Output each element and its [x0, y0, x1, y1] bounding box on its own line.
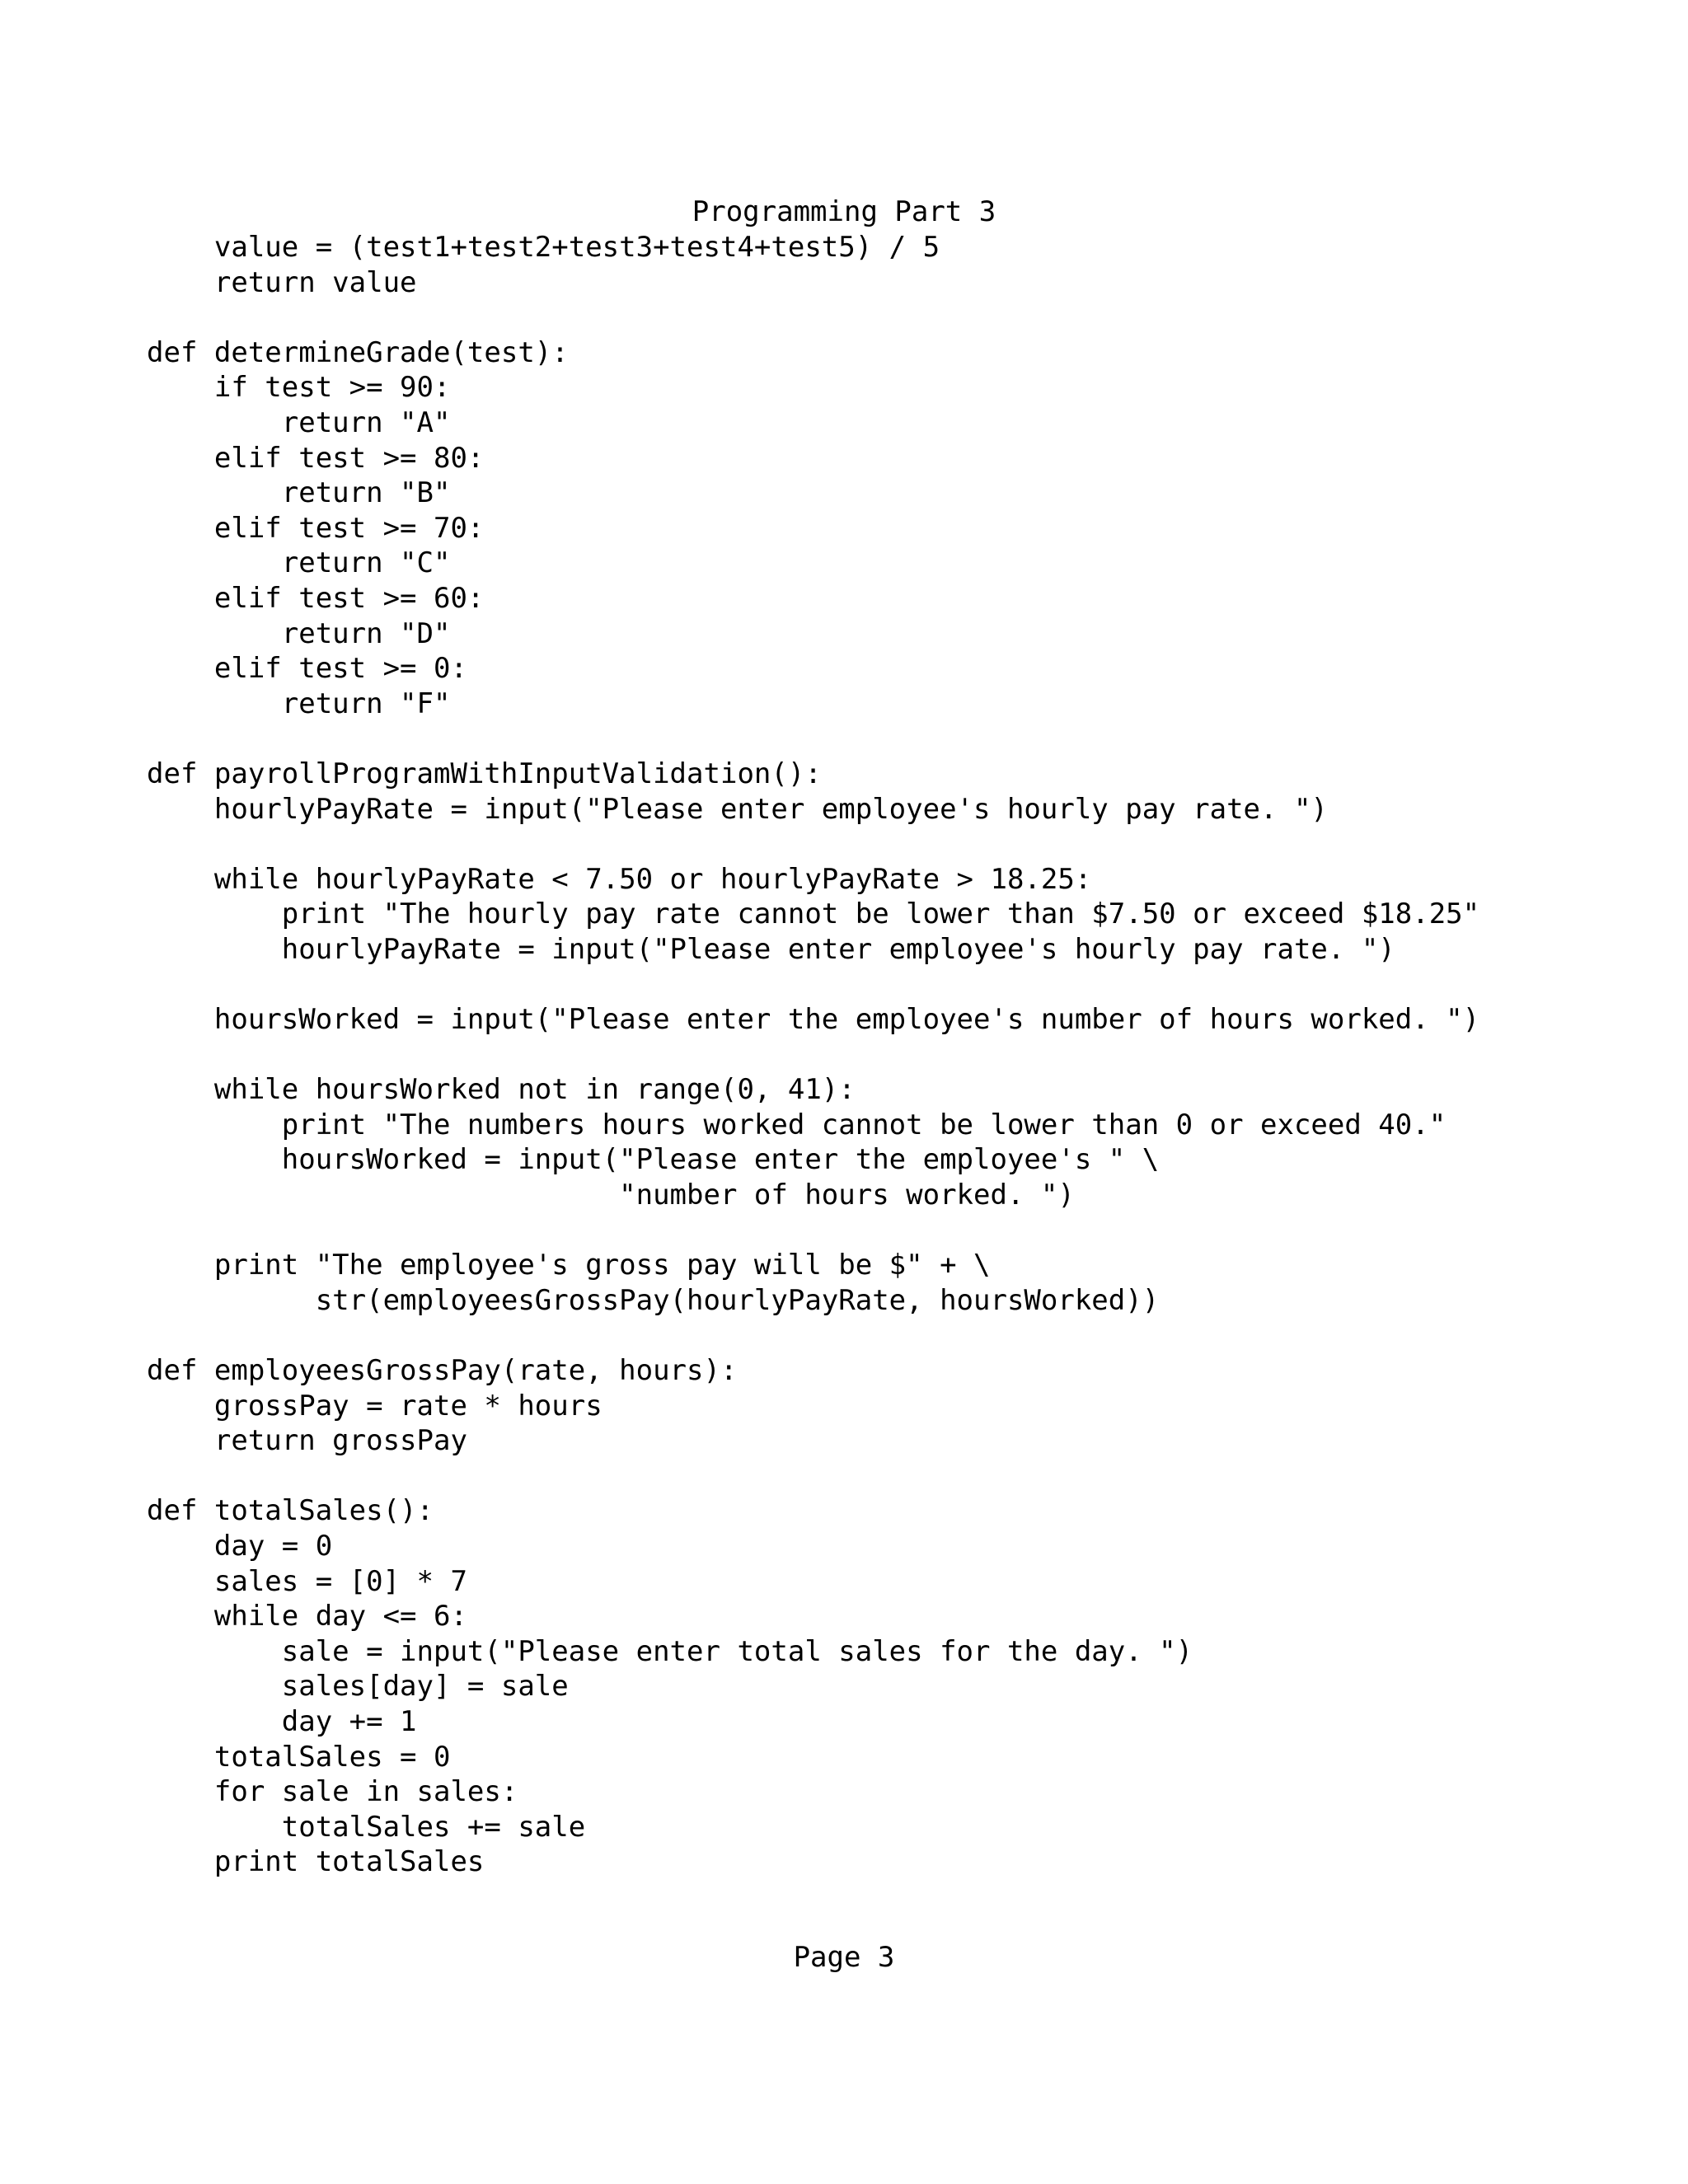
code-line: totalSales += sale [147, 1810, 586, 1844]
code-line: sale = input("Please enter total sales for the day. ") [147, 1634, 1193, 1668]
code-line: value = (test1+test2+test3+test4+test5) / 5 [147, 231, 940, 264]
code-line: return "A" [147, 405, 451, 439]
code-line: return value [147, 265, 417, 299]
code-line: sales[day] = sale [147, 1670, 569, 1704]
code-line: return "B" [147, 476, 451, 510]
code-line: print "The numbers hours worked cannot be lower than 0 or exceed 40." [147, 1108, 1447, 1141]
code-line [147, 1213, 1479, 1249]
code-line: totalSales = 0 [147, 1740, 451, 1774]
code-line: elif test >= 80: [147, 441, 485, 475]
code-line: grossPay = rate * hours [147, 1389, 603, 1422]
code-line: print "The hourly pay rate cannot be lower than $7.50 or exceed $18.25" [147, 898, 1480, 931]
code-line: elif test >= 60: [147, 581, 485, 615]
code-line: def payrollProgramWithInputValidation(): [147, 757, 822, 790]
code-line: def determineGrade(test): [147, 335, 569, 369]
code-line: for sale in sales: [147, 1775, 518, 1809]
code-listing [147, 230, 1479, 1880]
code-line: hourlyPayRate = input("Please enter employee's hourly pay rate. ") [147, 932, 1395, 966]
code-line: while hoursWorked not in range(0, 41): [147, 1073, 856, 1107]
page-header-title: Programming Part 3 [692, 195, 996, 228]
code-line: def employeesGrossPay(rate, hours): [147, 1354, 738, 1387]
code-line: while day <= 6: [147, 1600, 467, 1633]
code-line: hourlyPayRate = input("Please enter employee's hourly pay rate. ") [147, 792, 1328, 826]
code-line: return "D" [147, 616, 451, 650]
code-line: hoursWorked = input("Please enter the employee's " \ [147, 1143, 1160, 1177]
code-line: "number of hours worked. ") [147, 1179, 1075, 1212]
code-line: return "F" [147, 687, 451, 720]
code-line: if test >= 90: [147, 371, 451, 405]
code-line [147, 1459, 1479, 1494]
code-line: day += 1 [147, 1704, 417, 1738]
code-line [147, 721, 1479, 757]
code-line: def totalSales(): [147, 1494, 434, 1528]
code-line: str(employeesGrossPay(hourlyPayRate, hoursWorked)) [147, 1283, 1160, 1317]
code-line: elif test >= 0: [147, 652, 467, 686]
code-line [147, 300, 1479, 335]
code-line [147, 1318, 1479, 1353]
page-footer-number: Page 3 [793, 1941, 895, 1974]
code-line: while hourlyPayRate < 7.50 or hourlyPayRate > 18.25: [147, 862, 1092, 896]
code-line: day = 0 [147, 1529, 333, 1563]
code-line [147, 967, 1479, 1002]
code-line: return grossPay [147, 1424, 467, 1458]
code-line: return "C" [147, 546, 451, 580]
code-line: hoursWorked = input("Please enter the employee's number of hours worked. ") [147, 1003, 1480, 1037]
code-line [147, 1038, 1479, 1073]
code-line [147, 827, 1479, 862]
code-line: sales = [0] * 7 [147, 1564, 467, 1598]
code-line: elif test >= 70: [147, 511, 485, 545]
code-line: print "The employee's gross pay will be $" + \ [147, 1249, 991, 1282]
code-line: print totalSales [147, 1845, 485, 1879]
